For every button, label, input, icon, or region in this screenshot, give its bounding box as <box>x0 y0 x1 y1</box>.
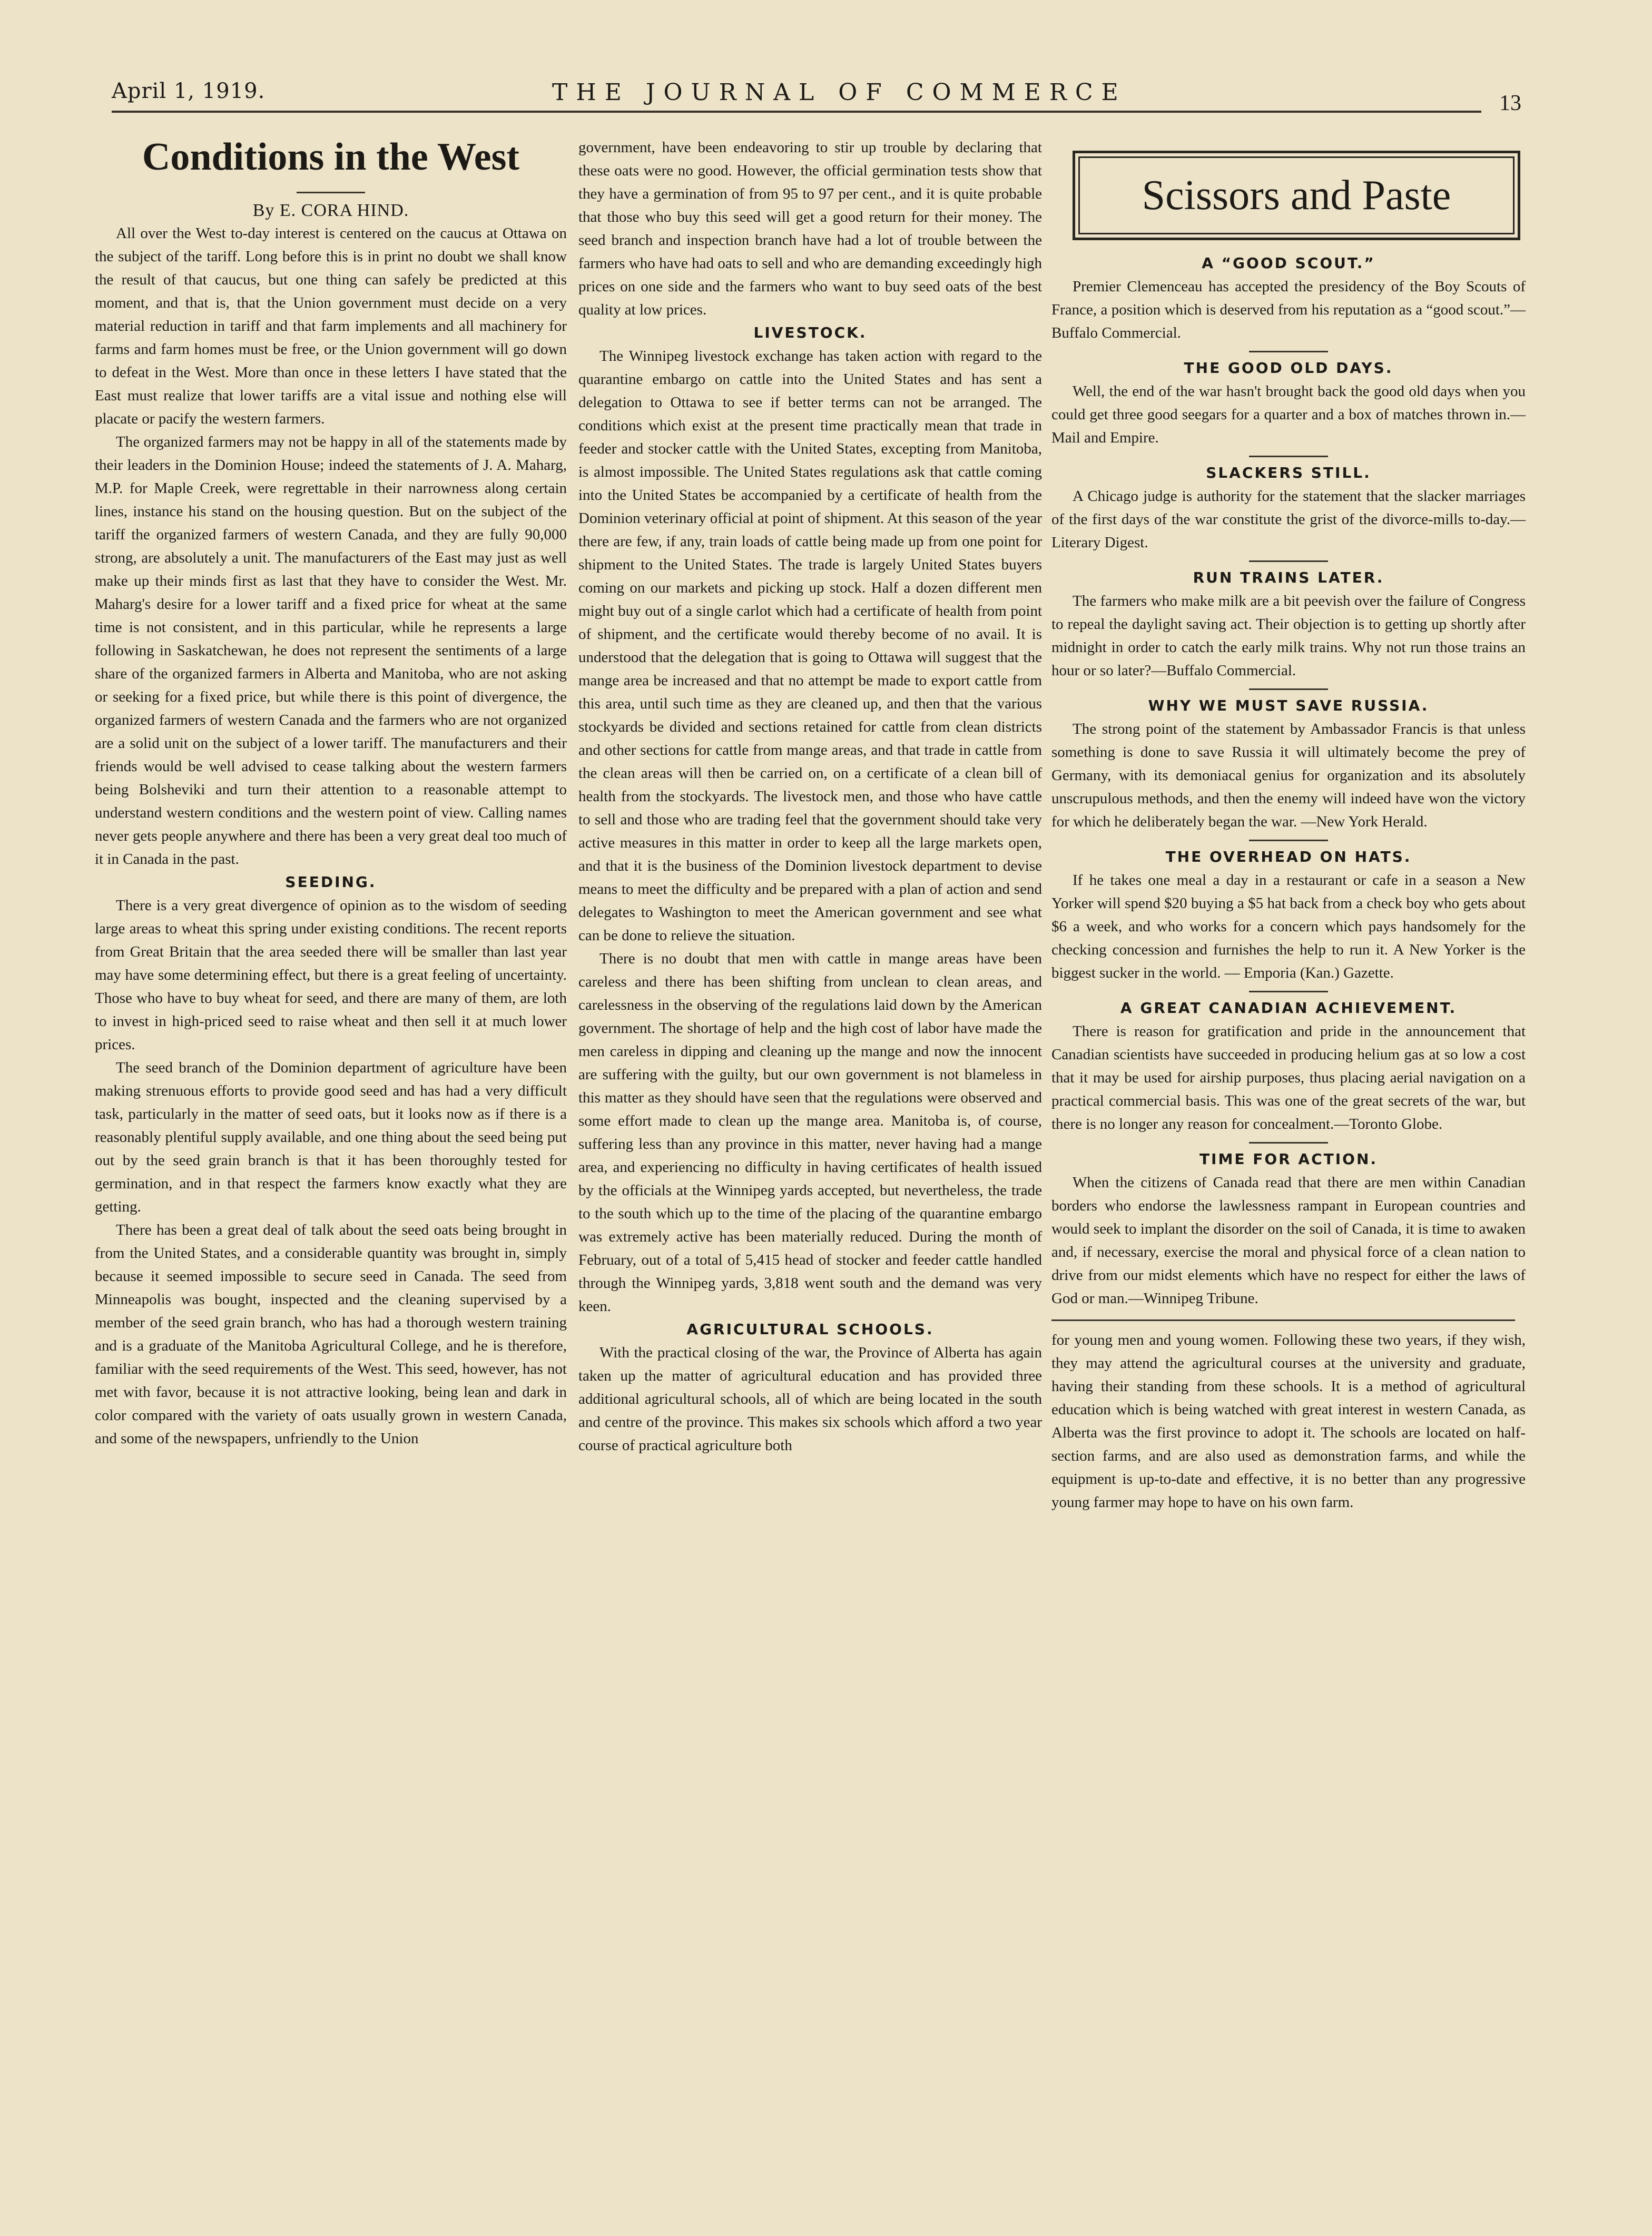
scissors-and-paste-title: Scissors and Paste <box>1142 172 1451 219</box>
section-heading-seeding: SEEDING. <box>285 873 377 891</box>
paragraph: All over the West to-day interest is centered on the caucus at Ottawa on the subject of the tariff. Long before this is in print no doubt we shall know the result of that caucus, but one thing can safely be predicted at this moment, and that is, that the Union government must decide on a very material reduction in tariff and that farm implements and all machinery for farms and farm homes must be free, or the Union government will go down to defeat in the West. More than once in these letters I have stated that the East must realize that lower tariffs are a vital issue and nothing else will placate or pacify the western farmers. <box>95 225 567 427</box>
item-text: There is reason for gratification and pride in the announcement that Canadian scientists have succeeded in producing helium gas at so low a cost that it may be used for airship purposes, thus placing aerial navigation on a practical commercial basis. This was one of the great secrets of the war, but there is no longer any reason for concealment.—Toronto Globe. <box>1051 1023 1526 1132</box>
masthead <box>112 78 1521 120</box>
scissors-and-paste-box <box>1073 151 1520 240</box>
item-text: Premier Clemenceau has accepted the presidency of the Boy Scouts of France, a position which is deserved from his reputation as a “good scout.”—Buffalo Commercial. <box>1051 278 1526 341</box>
paragraph: government, have been endeavoring to stir up trouble by declaring that these oats were no good. However, the official germination tests show that they have a germination of from 95 to 97 per cent., and it is quite probable that those who buy this seed will get a good return for their money. The seed branch and inspection branch have had a lot of trouble between the farmers who have had oats to sell and who are demanding exceedingly high prices on one side and the farmers who want to buy seed oats of the best quality at low prices. <box>578 139 1042 318</box>
section-rule <box>1249 688 1328 690</box>
section-heading-livestock: LIVESTOCK. <box>753 324 867 341</box>
item-text: The farmers who make milk are a bit peevish over the failure of Congress to repeal the daylight saving act. Their objection is to getting up shortly after midnight in order to catch the early milk trains. Why not run those trains an hour or so later?—Buffalo Commercial. <box>1051 593 1526 679</box>
item-heading: RUN TRAINS LATER. <box>1193 569 1384 586</box>
paragraph: There has been a great deal of talk about the seed oats being brought in from the United States, and a considerable quantity was brought in, simply because it seemed impossible to secure seed in Canada. The seed from Minneapolis was bought, inspected and the cleaning supervised by a member of the seed grain branch, who has had a thorough western training and is a graduate of the Manitoba Agricultural College, and he is therefore, familiar with the seed requirements of the West. This seed, however, has not met with favor, because it is not attractive looking, being lean and dark in color compared with the variety of oats usually grown in western Canada, and some of the newspapers, unfriendly to the Union <box>95 1222 567 1447</box>
article-title: Conditions in the West <box>142 135 520 179</box>
item-text: The strong point of the statement by Ambassador Francis is that unless something is done to save Russia it will ultimately become the prey of Germany, with its demoniacal genius for organization and its absolutely unscrupulous methods, and then the enemy will indeed have won the victory for which he deliberately began the war. —New York Herald. <box>1051 721 1526 830</box>
paragraph: The Winnipeg livestock exchange has taken action with regard to the quarantine embargo on cattle into the United States and has sent a delegation to Ottawa to see if better terms can not be arranged. The conditions which exist at the present time practically mean that trade in feeder and stocker cattle with the United States, excepting from Manitoba, is almost impossible. The United States regulations ask that cattle coming into the United States be accompanied by a certificate of health from the Dominion veterinary official at point of shipment. At this season of the year there are few, if any, train loads of cattle being made up from one point for shipment to the United States. The trade is largely United States buyers coming on our markets and picking up stock. Half a dozen different men might buy out of a single carlot which had a certificate of health from point of shipment, and the certificate would thereby become of no avail. It is understood that the delegation that is going to Ottawa will suggest that the mange area be increased and that no attempt be made to export cattle from this area, until such time as they are cleaned up, and then that the various stockyards be divided and sections retained for cattle from clean districts and other sections for cattle from mange areas, and that trade in cattle from the clean areas will then be carried on, on a certificate of a clean bill of health from the stockyards. The livestock men, and those who have cattle to sell and those who are trading feel that the government should take very active measures in this matter in order to keep all the large markets open, and that it is the business of the Dominion livestock department to devise means to meet the difficulty and be prepared with a plan of action and send delegates to Washington to meet the American government and see what can be done to relieve the situation. <box>578 348 1042 944</box>
journal-name: THE JOURNAL OF COMMERCE <box>552 79 1127 106</box>
item-heading: A “GOOD SCOUT.” <box>1202 254 1375 272</box>
page-number: 13 <box>1499 91 1521 115</box>
article-byline: By E. CORA HIND. <box>252 201 409 220</box>
title-rule <box>297 192 365 193</box>
column-divider-rule <box>1051 1319 1515 1321</box>
section-rule <box>1249 560 1328 562</box>
paragraph: With the practical closing of the war, the Province of Alberta has again taken up the matter of agricultural education and has provided three additional agricultural schools, all of which are being located in the south and centre of the province. This makes six schools which afford a two year course of practical agriculture both <box>578 1344 1042 1454</box>
section-rule <box>1249 351 1328 352</box>
paragraph: There is no doubt that men with cattle in mange areas have been careless and there has been shifting from unclean to clean areas, and carelessness in the observing of the regulations laid down by the American government. The shortage of help and the high cost of labor have made the men careless in dipping and cleaning up the mange and now the innocent are suffering with the guilty, but our own government is not blameless in this matter as they should have seen that the regulations were observed and some effort made to clean up the mange area. Manitoba is, of course, suffering less than any province in this matter, never having had a mange area, and experiencing no difficulty in having certificates of health issued by the officials at the Winnipeg yards accepted, but nevertheless, the trade to the south which up to the time of the placing of the quarantine embargo was extremely active has been materially reduced. During the month of February, out of a total of 5,415 head of stocker and feeder cattle handled through the Winnipeg yards, 3,818 went south and the demand was very keen. <box>578 950 1042 1315</box>
paragraph: for young men and young women. Following these two years, if they wish, they may attend the agricultural courses at the university and graduate, having their standing from these schools. It is a method of agricultural education which is being watched with great interest in western Canada, as Alberta was the first province to adopt it. The schools are located on half-section farms, and are also used as demonstration farms, and while the equipment is up-to-date and effective, it is no better than any progressive young farmer may hope to have on his own farm. <box>1051 1332 1526 1511</box>
masthead-rule <box>112 111 1481 113</box>
item-text: If he takes one meal a day in a restaurant or cafe in a season a New Yorker will spend $20 buying a $5 hat back from a check boy who gets about $6 a week, and who works for a concern which pays handsomely for the checking concession and furnishes the help to run it. A New Yorker is the biggest sucker in the world. — Emporia (Kan.) Gazette. <box>1051 872 1526 981</box>
paragraph: The seed branch of the Dominion department of agriculture have been making strenuous efforts to provide good seed and has had a very difficult task, particularly in the matter of seed oats, but it looks now as if there is a reasonably plentiful supply available, and one thing about the seed being put out by the seed grain branch is that it has been thoroughly tested for germination, and in that respect the farmers know exactly what they are getting. <box>95 1059 567 1215</box>
item-heading: TIME FOR ACTION. <box>1199 1150 1378 1168</box>
paragraph: There is a very great divergence of opinion as to the wisdom of seeding large areas to wheat this spring under existing conditions. The recent reports from Great Britain that the area seeded there will be smaller than last year may have some determining effect, but there is a great feeling of uncertainty. Those who have to buy wheat for seed, and there are many of them, are loth to invest in high-priced seed to raise wheat and then sell it at much lower prices. <box>95 897 567 1053</box>
issue-date: April 1, 1919. <box>112 79 266 103</box>
column-2 <box>578 136 1042 1457</box>
item-text: A Chicago judge is authority for the statement that the slacker marriages of the first days of the war constitute the grist of the divorce-mills to-day.—Literary Digest. <box>1051 488 1526 551</box>
item-heading: THE OVERHEAD ON HATS. <box>1165 848 1412 865</box>
section-rule <box>1249 456 1328 457</box>
section-heading-agricultural-schools: AGRICULTURAL SCHOOLS. <box>686 1321 934 1338</box>
item-heading: A GREAT CANADIAN ACHIEVEMENT. <box>1120 999 1457 1017</box>
section-rule <box>1249 1142 1328 1144</box>
paragraph: The organized farmers may not be happy in all of the statements made by their leaders in the Dominion House; indeed the statements of J. A. Maharg, M.P. for Maple Creek, were regrettable in their narrowness along certain lines, instance his stand on the housing question. But on the subject of the tariff the organized farmers of western Canada, and they are fully 90,000 strong, are absolutely a unit. The manufacturers of the East may just as well make up their minds first as last that they have to consider the West. Mr. Maharg's desire for a lower tariff and a fixed price for wheat at the same time is not consistent, and in this particular, while he represents a large following in Saskatchewan, he does not represent the sentiments of a large share of the organized farmers in Alberta and Manitoba, who are not asking or seeking for a fixed price, but while there is this point of divergence, the organized farmers of western Canada and the farmers who are not organized are a solid unit on the subject of a lower tariff. The manufacturers and their friends would be well advised to cease talking about the western farmers being Bolsheviki and turn their attention to a reasonable attempt to understand western conditions and the western point of view. Calling names never gets people anywhere and there has been a very great deal too much of it in Canada in the past. <box>95 434 567 868</box>
item-heading: SLACKERS STILL. <box>1206 464 1371 481</box>
item-heading: WHY WE MUST SAVE RUSSIA. <box>1148 697 1429 714</box>
item-heading: THE GOOD OLD DAYS. <box>1184 359 1393 377</box>
column-3 <box>1051 136 1526 1514</box>
column-1 <box>95 136 567 1450</box>
item-text: When the citizens of Canada read that there are men within Canadian borders who endorse the lawlessness rampant in European countries and would seek to implant the disorder on the soil of Canada, it is time to awaken and, if necessary, exercise the moral and physical force of a clean nation to drive from our midst elements which have no respect for either the laws of God or man.—Winnipeg Tribune. <box>1051 1174 1526 1307</box>
item-text: Well, the end of the war hasn't brought back the good old days when you could get three good seegars for a quarter and a box of matches thrown in.—Mail and Empire. <box>1051 383 1526 446</box>
section-rule <box>1249 840 1328 841</box>
section-rule <box>1249 991 1328 992</box>
